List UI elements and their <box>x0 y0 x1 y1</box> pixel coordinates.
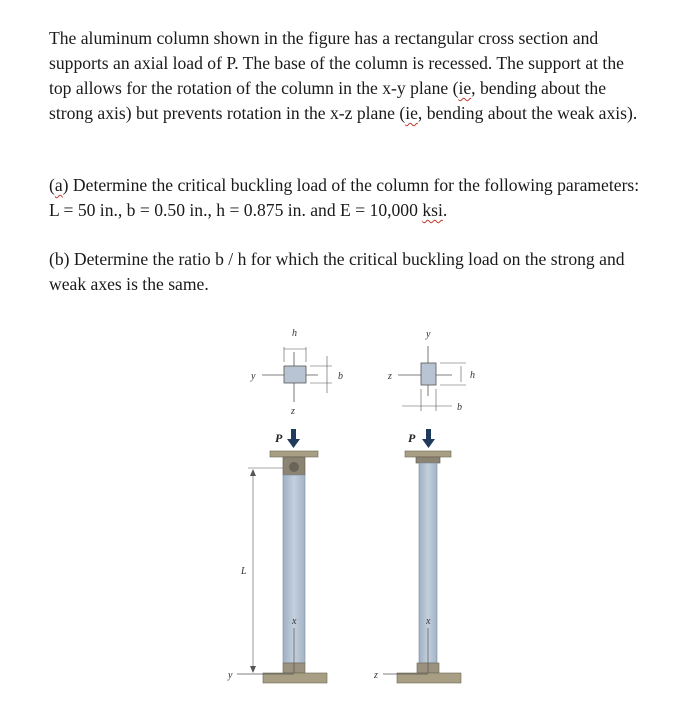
b-label: b <box>338 371 343 382</box>
left-column <box>227 429 327 683</box>
qa-part: ( <box>49 175 55 195</box>
statement-part: , bending about the strong axis) but prevents rotation in the x-z plane ( <box>49 78 607 123</box>
z-axis-label-right: z <box>388 371 392 382</box>
right-cross-section <box>387 329 475 413</box>
z-axis-label: z <box>291 406 295 417</box>
statement-part: , bending about the weak axis). <box>417 103 638 123</box>
x-axis-label: x <box>292 616 297 627</box>
length-l-label: L <box>241 566 247 577</box>
qa-unit: ksi <box>422 200 443 220</box>
b-label-right: b <box>457 402 462 413</box>
h-label-right: h <box>470 370 475 381</box>
qa-letter: a <box>54 175 63 195</box>
x-axis-label-right: x <box>426 616 431 627</box>
statement-part: The aluminum column shown in the figure has a rectangular cross section and supports an axial load of P. The base of the column is recessed. The support at the top allows for the rotation of the column in the x-y plane ( <box>49 28 624 98</box>
y-axis-label-right: y <box>426 329 431 340</box>
y-axis-label: y <box>251 371 256 382</box>
load-p-label-right: P <box>408 431 416 445</box>
statement-ie-2: ie <box>405 103 418 123</box>
load-p-label: P <box>275 431 283 445</box>
h-label: h <box>292 328 297 339</box>
question-b: (b) Determine the ratio b / h for which the critical buckling load on the strong and weak axes is the same. <box>49 249 625 294</box>
right-column <box>373 429 461 683</box>
y-base-label: y <box>228 670 233 681</box>
z-base-label-right: z <box>374 670 378 681</box>
qa-part: . <box>442 200 448 220</box>
load-arrow-icon-right <box>426 429 431 440</box>
qa-part: ) Determine the critical buckling load of the column for the following parameters: L = 50 in., b = 0.50 in., h = 0.875 in. and E = 10,000 <box>49 175 640 220</box>
load-arrow-icon <box>291 429 296 440</box>
left-cross-section <box>250 328 343 417</box>
statement-ie-1: ie <box>458 78 472 98</box>
